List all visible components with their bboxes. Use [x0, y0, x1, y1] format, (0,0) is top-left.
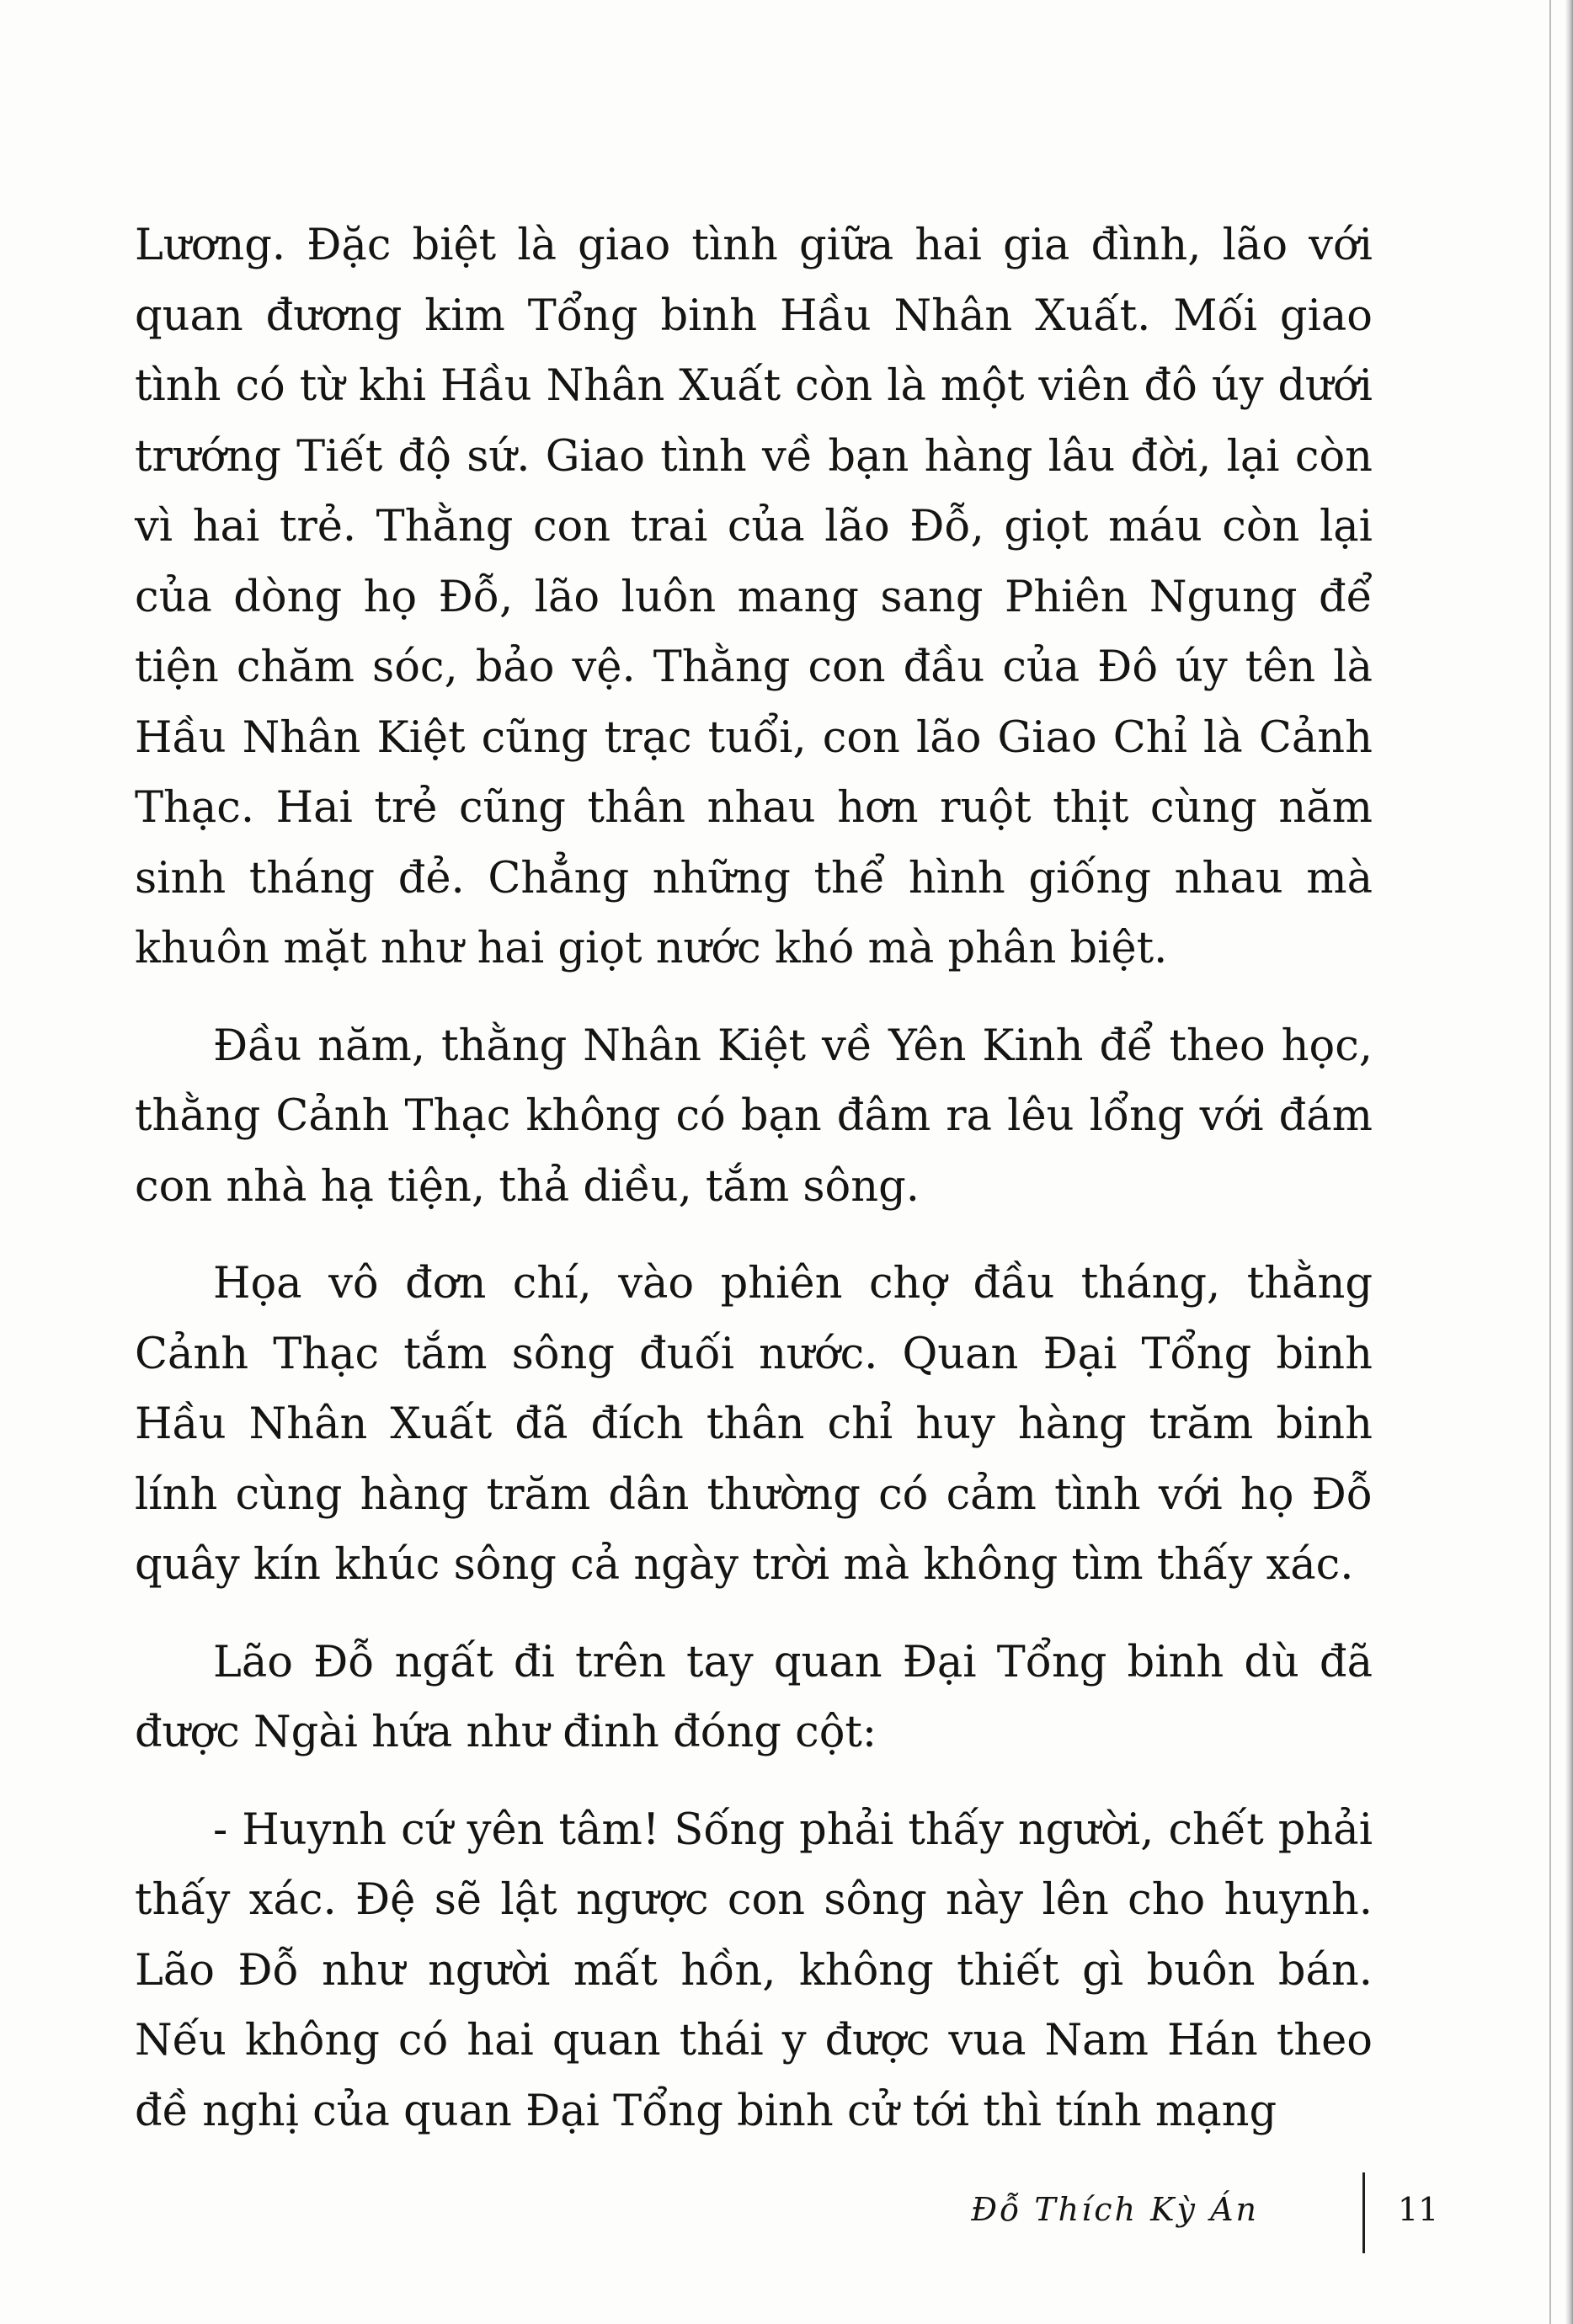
page-footer: [0, 2172, 1573, 2257]
paragraph: Lão Đỗ ngất đi trên tay quan Đại Tổng binh dù đã được Ngài hứa như đinh đóng cột:: [135, 1637, 1373, 1757]
paragraph: Lương. Đặc biệt là giao tình giữa hai gia đình, lão với quan đương kim Tổng binh Hầu Nhân Xuất. Mối giao tình có từ khi Hầu Nhân Xuất còn là một viên đô úy dưới trướng Tiết độ sứ. Giao tình về bạn hàng lâu đời, lại còn vì hai trẻ. Thằng con trai của lão Đỗ, giọt máu còn lại của dòng họ Đỗ, lão luôn mang sang Phiên Ngung để tiện chăm sóc, bảo vệ. Thằng con đầu của Đô úy tên là Hầu Nhân Kiệt cũng trạc tuổi, con lão Giao Chỉ là Cảnh Thạc. Hai trẻ cũng thân nhau hơn ruột thịt cùng năm sinh tháng đẻ. Chẳng những thể hình giống nhau mà khuôn mặt như hai giọt nước khó mà phân biệt.: [135, 221, 1373, 973]
body-text: [135, 211, 1373, 2173]
paragraph: - Huynh cứ yên tâm! Sống phải thấy người, chết phải thấy xác. Đệ sẽ lật ngược con sông này lên cho huynh. Lão Đỗ như người mất hồn, không thiết gì buôn bán. Nếu không có hai quan thái y được vua Nam Hán theo đề nghị của quan Đại Tổng binh cử tới thì tính mạng: [135, 1804, 1373, 2136]
page-edge: [1565, 0, 1573, 2324]
paragraph: Họa vô đơn chí, vào phiên chợ đầu tháng, thằng Cảnh Thạc tắm sông đuối nước. Quan Đại Tổng binh Hầu Nhân Xuất đã đích thân chỉ huy hàng trăm binh lính cùng hàng trăm dân thường có cảm tình với họ Đỗ quây kín khúc sông cả ngày trời mà không tìm thấy xác.: [135, 1259, 1373, 1590]
paragraph: Đầu năm, thằng Nhân Kiệt về Yên Kinh để theo học, thằng Cảnh Thạc không có bạn đâm ra lêu lổng với đám con nhà hạ tiện, thả diều, tắm sông.: [135, 1021, 1373, 1212]
page-number: 11: [1398, 2191, 1439, 2228]
footer-divider: [1362, 2172, 1365, 2253]
page-binding-line: [1549, 0, 1551, 2324]
running-title: Đỗ Thích Kỳ Án: [971, 2191, 1259, 2228]
